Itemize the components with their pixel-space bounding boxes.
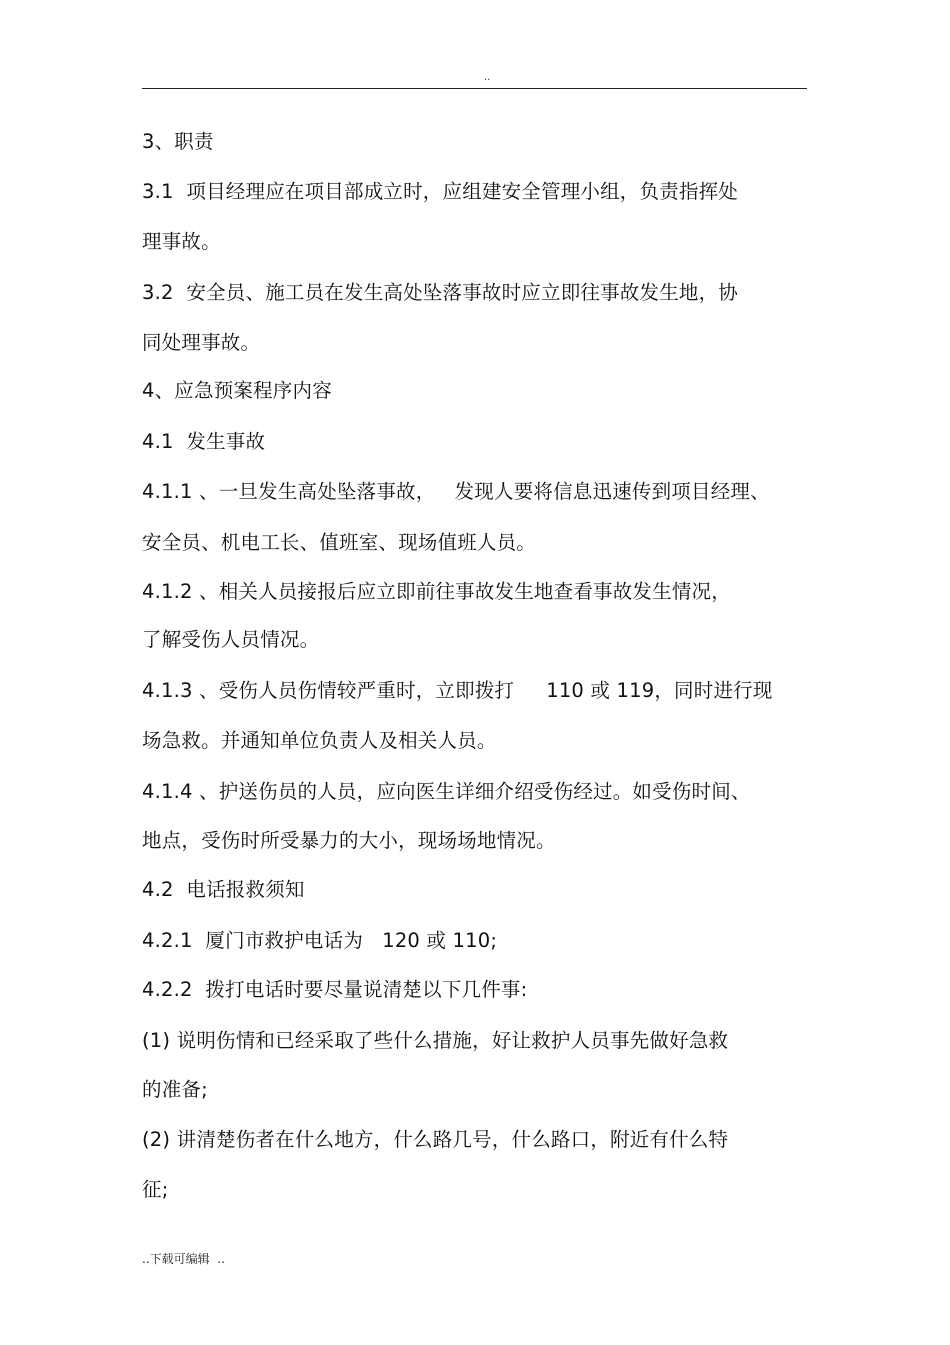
header-mark: .. [484,72,491,83]
subsection-heading-4-1: 4.1 发生事故 [142,430,266,453]
paragraph-line: (1) 说明伤情和已经采取了些什么措施，好让救护人员事先做好急救 [142,1029,729,1052]
paragraph-line: (2) 讲清楚伤者在什么地方，什么路几号，什么路口，附近有什么特 [142,1128,729,1151]
paragraph-line: 4.1.3 、受伤人员伤情较严重时，立即拨打 110 或 119，同时进行现 [142,679,773,702]
paragraph-line: 了解受伤人员情况。 [142,628,320,651]
footer-note: ..下载可编辑 .. [142,1252,225,1266]
paragraph-line: 4.1.4 、护送伤员的人员，应向医生详细介绍受伤经过。如受伤时间、 [142,780,751,803]
paragraph-line: 地点，受伤时所受暴力的大小，现场场地情况。 [142,829,556,852]
paragraph-line: 安全员、机电工长、值班室、现场值班人员。 [142,531,537,554]
paragraph-line: 理事故。 [142,230,221,253]
header-divider [142,88,807,89]
paragraph-line: 3.2 安全员、施工员在发生高处坠落事故时应立即往事故发生地，协 [142,281,739,304]
paragraph-line: 4.1.2 、相关人员接报后应立即前往事故发生地查看事故发生情况， [142,580,731,603]
subsection-heading-4-2: 4.2 电话报救须知 [142,878,305,901]
paragraph-line: 的准备; [142,1078,208,1101]
paragraph-line: 同处理事故。 [142,331,261,354]
paragraph-line: 3.1 项目经理应在项目部成立时，应组建安全管理小组，负责指挥处 [142,180,739,203]
section-heading-3: 3、职责 [142,130,214,153]
paragraph-line: 4.1.1 、一旦发生高处坠落事故， 发现人要将信息迅速传到项目经理、 [142,480,770,503]
paragraph-line: 场急救。并通知单位负责人及相关人员。 [142,729,497,752]
paragraph-line: 征; [142,1178,169,1201]
paragraph-line: 4.2.1 厦门市救护电话为 120 或 110; [142,929,498,952]
section-heading-4: 4、应急预案程序内容 [142,379,332,402]
paragraph-line: 4.2.2 拨打电话时要尽量说清楚以下几件事: [142,978,528,1001]
